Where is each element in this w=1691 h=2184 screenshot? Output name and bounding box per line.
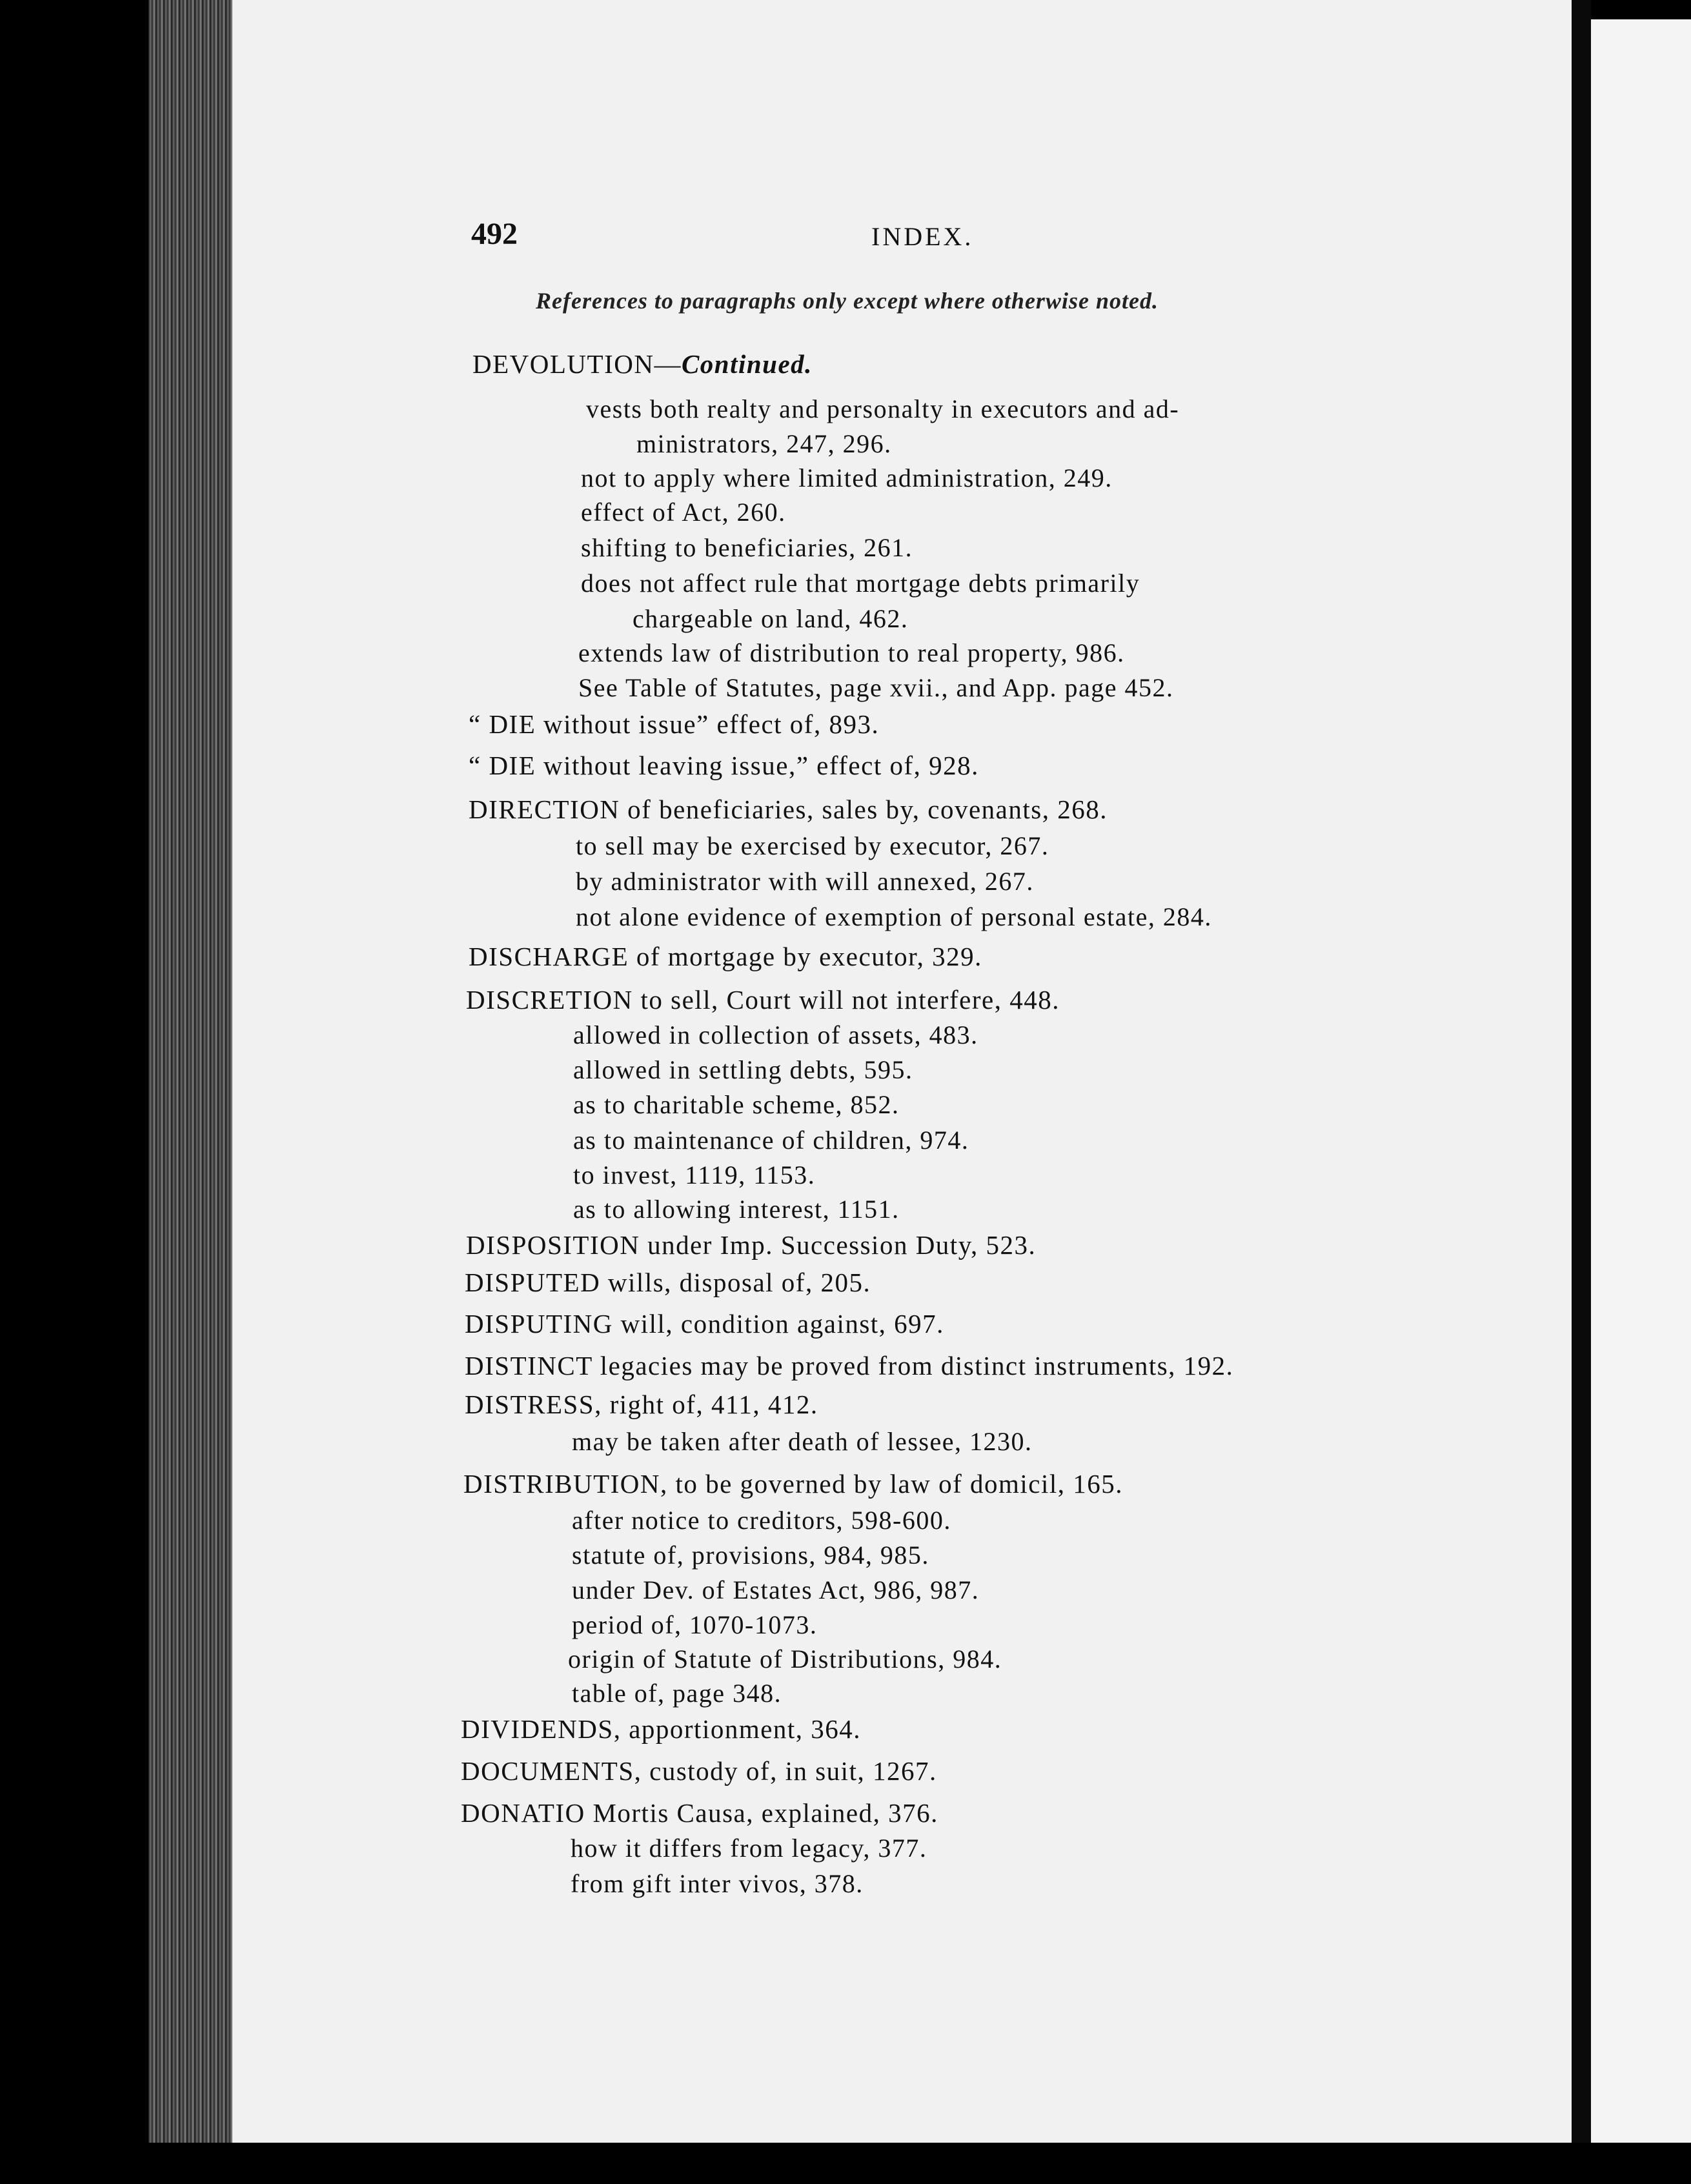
index-heading: DISTRESS, right of, 411, 412. <box>465 1390 818 1419</box>
index-subentry: ministrators, 247, 296. <box>636 429 892 458</box>
running-title: INDEX. <box>871 222 974 251</box>
index-subentry: does not affect rule that mortgage debts primarily <box>581 569 1140 598</box>
page-number: 492 <box>471 217 518 251</box>
index-subentry: period of, 1070-1073. <box>572 1610 818 1639</box>
index-heading: DISCRETION to sell, Court will not interfere, 448. <box>466 985 1060 1015</box>
index-subentry: how it differs from legacy, 377. <box>571 1834 927 1863</box>
index-subentry: after notice to creditors, 598-600. <box>572 1506 951 1535</box>
index-subentry: may be taken after death of lessee, 1230. <box>572 1427 1033 1456</box>
facing-page-edge <box>1591 19 1691 2184</box>
book-page-edge <box>148 0 239 2184</box>
book-gutter <box>1572 0 1591 2184</box>
index-subentry: as to allowing interest, 1151. <box>573 1195 900 1224</box>
index-subentry: from gift inter vivos, 378. <box>571 1869 864 1898</box>
index-heading: DEVOLUTION—Continued. <box>472 349 813 379</box>
index-subentry: statute of, provisions, 984, 985. <box>572 1541 929 1570</box>
index-subentry: vests both realty and personalty in executors and ad- <box>586 394 1180 423</box>
index-heading: “ DIE without issue” effect of, 893. <box>469 709 880 739</box>
index-subentry: See Table of Statutes, page xvii., and App. page 452. <box>578 673 1174 702</box>
index-heading: DISPUTED wills, disposal of, 205. <box>465 1268 871 1297</box>
index-subentry: not to apply where limited administration, 249. <box>581 463 1113 492</box>
page-header <box>471 216 1375 255</box>
index-subentry: chargeable on land, 462. <box>633 604 909 633</box>
index-subentry: as to maintenance of children, 974. <box>573 1126 969 1155</box>
index-subentry: not alone evidence of exemption of personal estate, 284. <box>576 902 1212 931</box>
index-subentry: by administrator with will annexed, 267. <box>576 867 1034 896</box>
index-heading: DISTINCT legacies may be proved from distinct instruments, 192. <box>465 1351 1234 1380</box>
index-subentry: under Dev. of Estates Act, 986, 987. <box>572 1575 980 1604</box>
index-heading: DIRECTION of beneficiaries, sales by, covenants, 268. <box>469 794 1108 824</box>
index-subentry: to invest, 1119, 1153. <box>573 1160 816 1189</box>
index-heading: DOCUMENTS, custody of, in suit, 1267. <box>461 1756 937 1786</box>
index-subentry: allowed in settling debts, 595. <box>573 1055 913 1084</box>
index-subentry: as to charitable scheme, 852. <box>573 1090 900 1119</box>
index-subentry: extends law of distribution to real property, 986. <box>578 638 1125 667</box>
index-heading: DISTRIBUTION, to be governed by law of domicil, 165. <box>463 1469 1123 1499</box>
index-heading: DISCHARGE of mortgage by executor, 329. <box>469 942 982 971</box>
continued-label: Continued. <box>681 349 813 379</box>
index-subentry: allowed in collection of assets, 483. <box>573 1020 978 1049</box>
index-heading: DONATIO Mortis Causa, explained, 376. <box>461 1798 938 1828</box>
index-heading: DIVIDENDS, apportionment, 364. <box>461 1714 862 1744</box>
book-page <box>232 0 1572 2184</box>
reference-note: References to paragraphs only except where otherwise noted. <box>536 288 1159 314</box>
index-subentry: effect of Act, 260. <box>581 498 786 527</box>
index-subentry: shifting to beneficiaries, 261. <box>581 533 913 562</box>
index-heading: “ DIE without leaving issue,” effect of, 928. <box>469 751 979 780</box>
index-subentry: origin of Statute of Distributions, 984. <box>568 1644 1002 1673</box>
index-heading: DISPOSITION under Imp. Succession Duty, 523. <box>466 1230 1037 1260</box>
scan-border-bottom <box>0 2143 1691 2184</box>
index-heading: DISPUTING will, condition against, 697. <box>465 1309 944 1339</box>
index-subentry: table of, page 348. <box>572 1679 782 1708</box>
index-subentry: to sell may be exercised by executor, 267. <box>576 831 1049 860</box>
